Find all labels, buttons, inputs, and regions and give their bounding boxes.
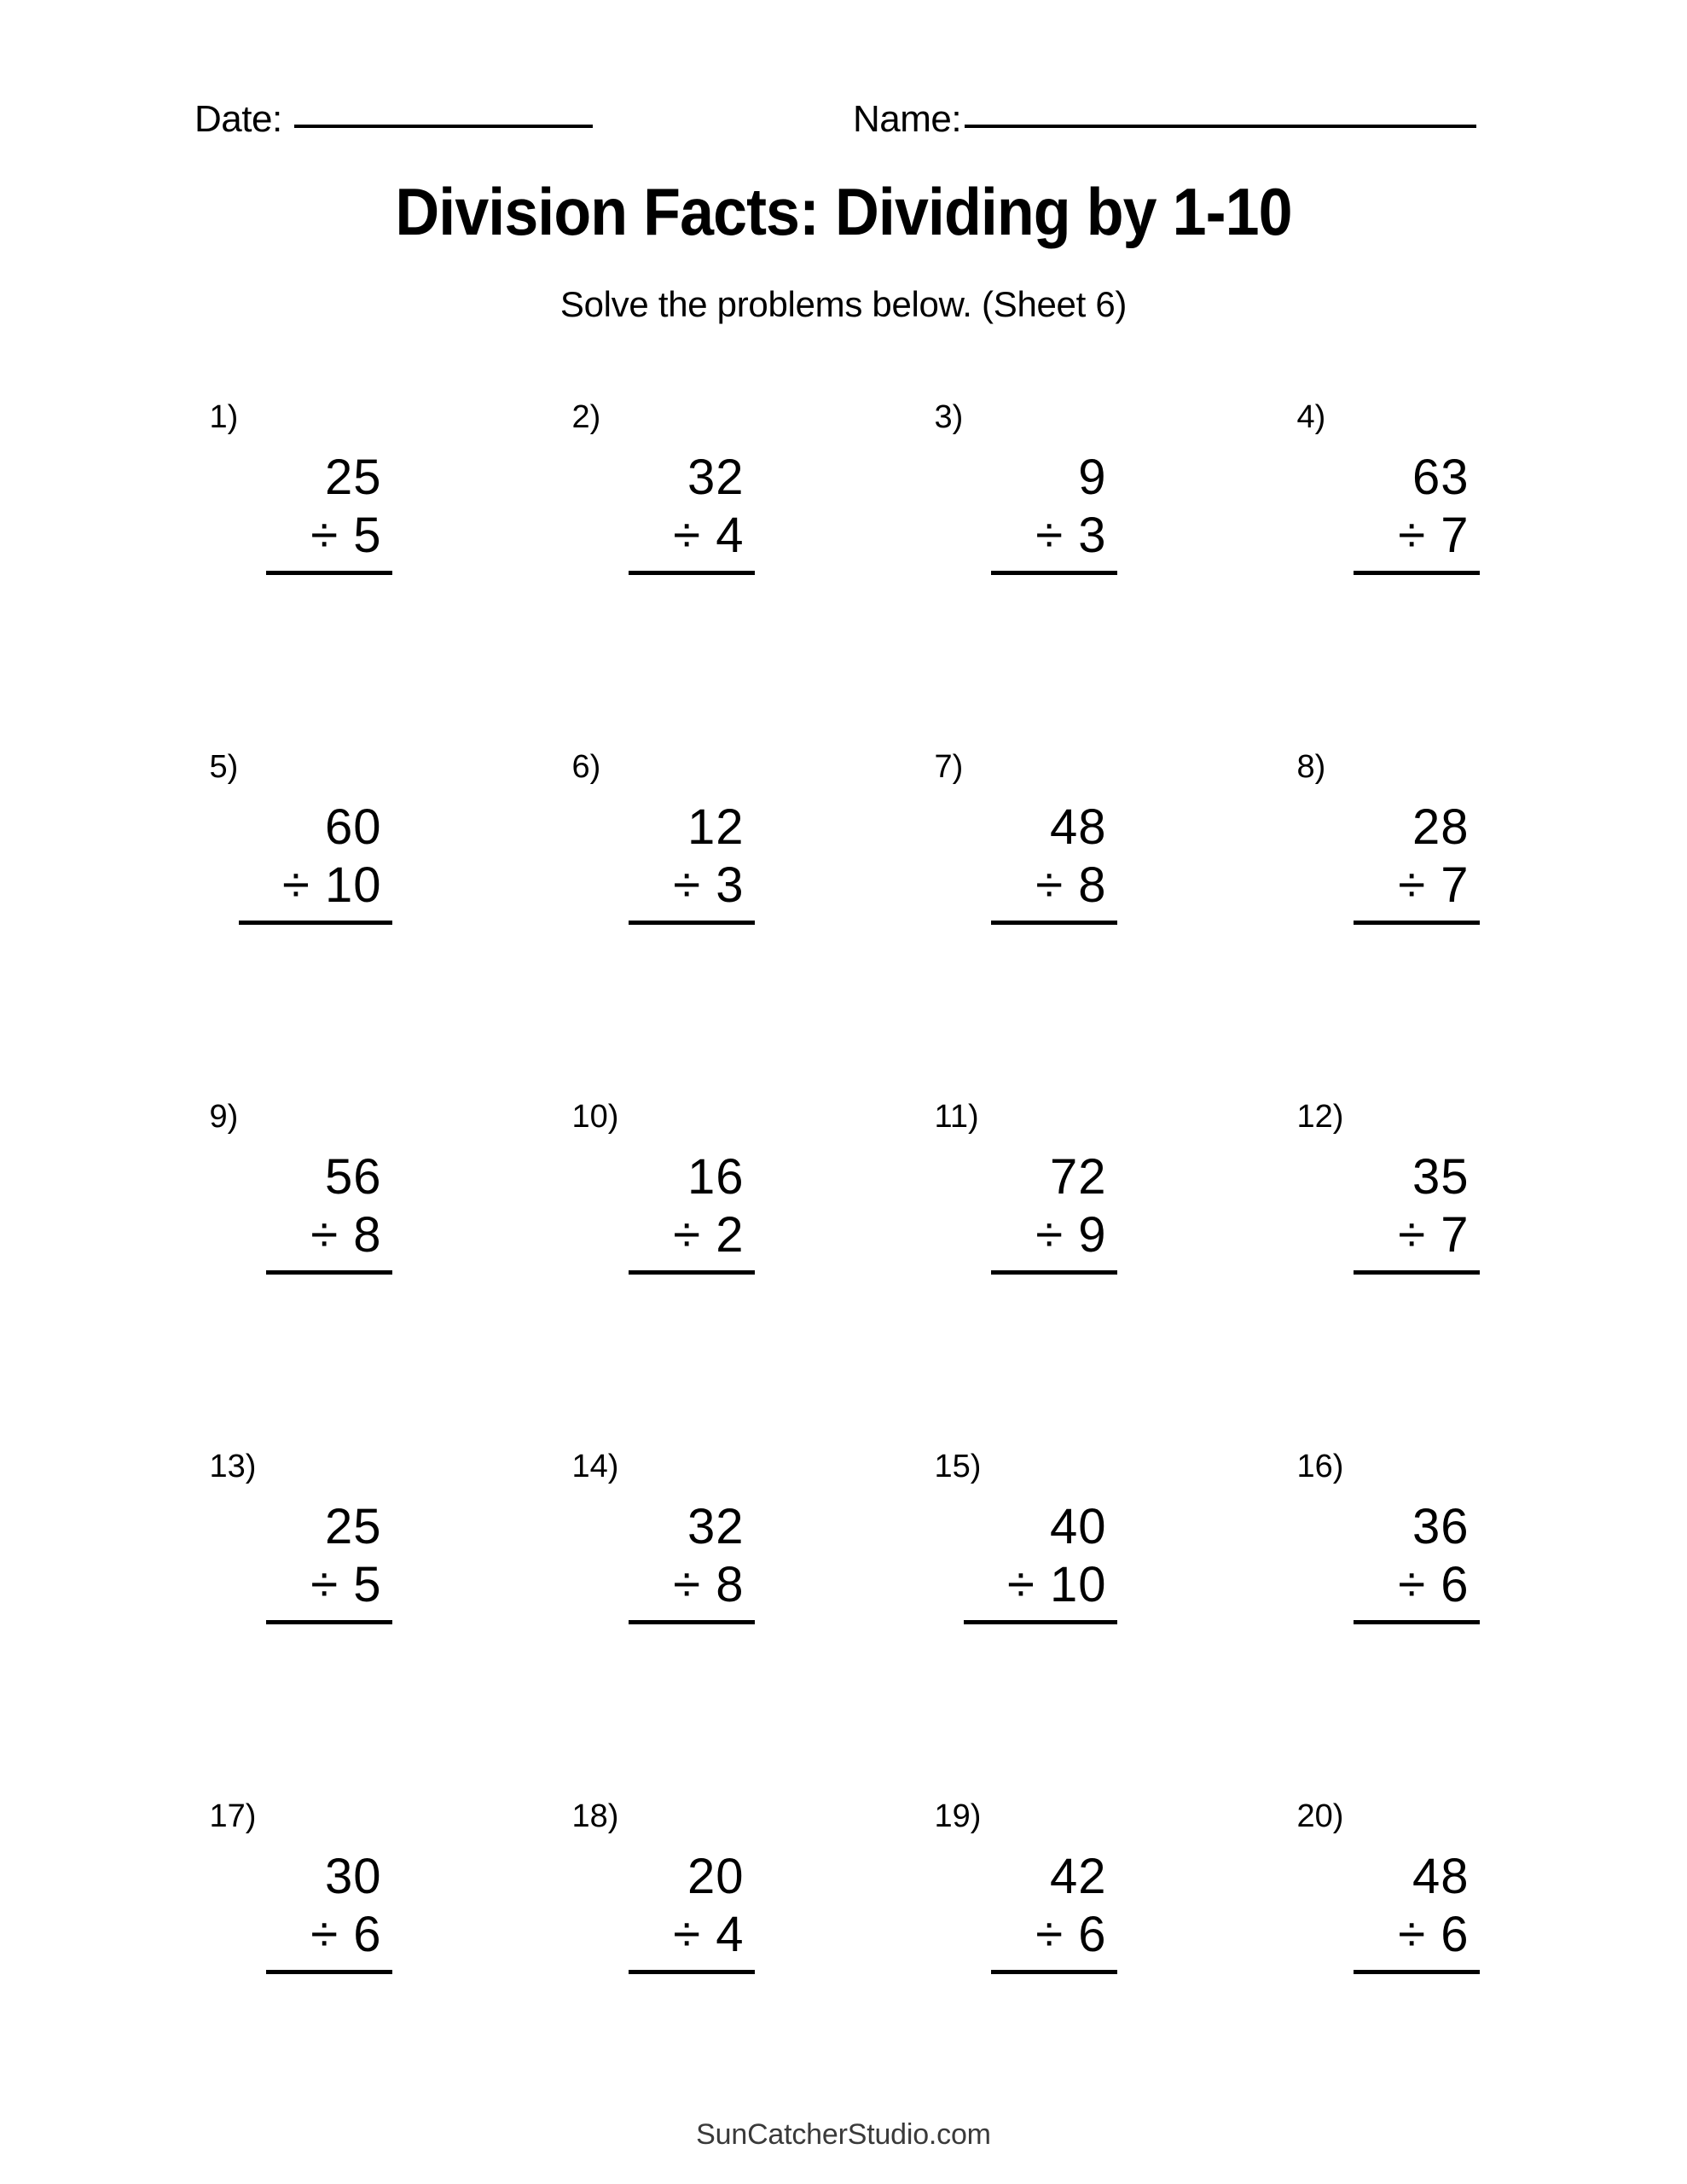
footer-watermark: SunCatcherStudio.com — [696, 2118, 991, 2151]
division-problem — [928, 1450, 1141, 1800]
dividend: 35 — [1412, 1149, 1470, 1205]
dividend: 32 — [687, 1499, 745, 1554]
division-problem — [565, 751, 779, 1101]
page-subtitle: Solve the problems below. (Sheet 6) — [559, 284, 1128, 324]
problem-number: 9) — [209, 1099, 239, 1135]
dividend: 25 — [324, 1499, 382, 1554]
dividend: 40 — [1049, 1499, 1107, 1554]
division-problem — [203, 1450, 416, 1800]
dividend: 63 — [1412, 450, 1470, 505]
division-problem — [565, 1101, 779, 1450]
division-problem — [928, 751, 1141, 1101]
problem-body — [1290, 1148, 1504, 1265]
answer-line[interactable] — [964, 1620, 1117, 1624]
problem-number: 15) — [934, 1449, 982, 1484]
problem-body — [928, 1498, 1141, 1615]
division-problem — [203, 1800, 416, 2150]
problem-number: 20) — [1296, 1798, 1344, 1834]
name-label: Name: — [853, 98, 962, 140]
divisor: ÷ 7 — [1398, 508, 1470, 564]
problem-number: 3) — [934, 399, 964, 435]
dividend: 12 — [687, 799, 745, 855]
dividend: 56 — [324, 1149, 382, 1205]
answer-line[interactable] — [266, 1620, 392, 1624]
dividend: 48 — [1049, 799, 1107, 855]
answer-line[interactable] — [1354, 1970, 1480, 1974]
problem-grid — [128, 401, 1578, 2150]
dividend: 25 — [324, 450, 382, 505]
division-problem — [203, 401, 416, 751]
problem-number: 17) — [209, 1798, 257, 1834]
problem-body — [565, 799, 779, 915]
problem-body — [565, 1848, 779, 1965]
dividend: 28 — [1412, 799, 1470, 855]
divisor: ÷ 6 — [310, 1907, 382, 1963]
problem-body — [928, 449, 1141, 566]
divisor: ÷ 7 — [1398, 1207, 1470, 1263]
divisor: ÷ 5 — [310, 1557, 382, 1613]
problem-number: 6) — [571, 749, 601, 785]
date-write-line[interactable] — [294, 125, 593, 128]
problem-number: 14) — [571, 1449, 619, 1484]
division-problem — [928, 1101, 1141, 1450]
division-problem — [928, 401, 1141, 751]
problem-number: 4) — [1296, 399, 1326, 435]
name-field[interactable] — [853, 98, 1476, 140]
student-info-row — [0, 98, 1687, 160]
problem-number: 10) — [571, 1099, 619, 1135]
dividend: 60 — [324, 799, 382, 855]
division-problem — [565, 1800, 779, 2150]
problem-body — [1290, 1848, 1504, 1965]
page-title: Division Facts: Dividing by 1-10 — [395, 174, 1292, 249]
division-problem — [203, 1101, 416, 1450]
problem-body — [928, 799, 1141, 915]
name-write-line[interactable] — [965, 125, 1476, 128]
answer-line[interactable] — [1354, 571, 1480, 575]
divisor: ÷ 3 — [1035, 508, 1107, 564]
dividend: 72 — [1049, 1149, 1107, 1205]
dividend: 48 — [1412, 1849, 1470, 1904]
division-problem — [1290, 1800, 1504, 2150]
divisor: ÷ 2 — [673, 1207, 745, 1263]
problem-body — [203, 1848, 416, 1965]
dividend: 42 — [1049, 1849, 1107, 1904]
divisor: ÷ 6 — [1035, 1907, 1107, 1963]
divisor: ÷ 10 — [1007, 1557, 1107, 1613]
answer-line[interactable] — [629, 571, 755, 575]
answer-line[interactable] — [629, 1620, 755, 1624]
divisor: ÷ 10 — [282, 857, 382, 914]
divisor: ÷ 8 — [673, 1557, 745, 1613]
division-problem — [565, 401, 779, 751]
dividend: 16 — [687, 1149, 745, 1205]
answer-line[interactable] — [991, 1970, 1117, 1974]
answer-line[interactable] — [266, 1970, 392, 1974]
dividend: 32 — [687, 450, 745, 505]
divisor: ÷ 4 — [673, 1907, 745, 1963]
answer-line[interactable] — [266, 571, 392, 575]
problem-body — [928, 1848, 1141, 1965]
problem-number: 13) — [209, 1449, 257, 1484]
problem-number: 7) — [934, 749, 964, 785]
divisor: ÷ 8 — [310, 1207, 382, 1263]
answer-line[interactable] — [991, 1270, 1117, 1275]
dividend: 9 — [1078, 450, 1107, 505]
divisor: ÷ 3 — [673, 857, 745, 914]
problem-body — [1290, 449, 1504, 566]
dividend: 20 — [687, 1849, 745, 1904]
problem-body — [565, 1498, 779, 1615]
problem-number: 19) — [934, 1798, 982, 1834]
problem-number: 2) — [571, 399, 601, 435]
answer-line[interactable] — [991, 571, 1117, 575]
division-problem — [1290, 401, 1504, 751]
problem-body — [203, 1148, 416, 1265]
divisor: ÷ 6 — [1398, 1907, 1470, 1963]
divisor: ÷ 9 — [1035, 1207, 1107, 1263]
answer-line[interactable] — [1354, 1620, 1480, 1624]
problem-number: 16) — [1296, 1449, 1344, 1484]
divisor: ÷ 6 — [1398, 1557, 1470, 1613]
dividend: 36 — [1412, 1499, 1470, 1554]
answer-line[interactable] — [629, 1270, 755, 1275]
date-label: Date: — [194, 98, 282, 140]
problem-number: 8) — [1296, 749, 1326, 785]
answer-line[interactable] — [629, 1970, 755, 1974]
division-problem — [928, 1800, 1141, 2150]
problem-body — [203, 799, 416, 915]
date-field[interactable] — [194, 98, 593, 140]
division-problem — [1290, 1450, 1504, 1800]
answer-line[interactable] — [1354, 921, 1480, 925]
problem-number: 5) — [209, 749, 239, 785]
division-problem — [1290, 751, 1504, 1101]
problem-body — [203, 449, 416, 566]
answer-line[interactable] — [266, 1270, 392, 1275]
problem-body — [928, 1148, 1141, 1265]
problem-body — [203, 1498, 416, 1615]
problem-number: 12) — [1296, 1099, 1344, 1135]
problem-number: 18) — [571, 1798, 619, 1834]
dividend: 30 — [324, 1849, 382, 1904]
division-problem — [203, 751, 416, 1101]
problem-body — [565, 449, 779, 566]
divisor: ÷ 5 — [310, 508, 382, 564]
answer-line[interactable] — [239, 921, 392, 925]
problem-body — [1290, 799, 1504, 915]
divisor: ÷ 4 — [673, 508, 745, 564]
problem-number: 11) — [934, 1099, 979, 1135]
divisor: ÷ 8 — [1035, 857, 1107, 914]
answer-line[interactable] — [1354, 1270, 1480, 1275]
answer-line[interactable] — [991, 921, 1117, 925]
problem-number: 1) — [209, 399, 239, 435]
division-problem — [1290, 1101, 1504, 1450]
problem-body — [565, 1148, 779, 1265]
problem-body — [1290, 1498, 1504, 1615]
divisor: ÷ 7 — [1398, 857, 1470, 914]
answer-line[interactable] — [629, 921, 755, 925]
division-problem — [565, 1450, 779, 1800]
